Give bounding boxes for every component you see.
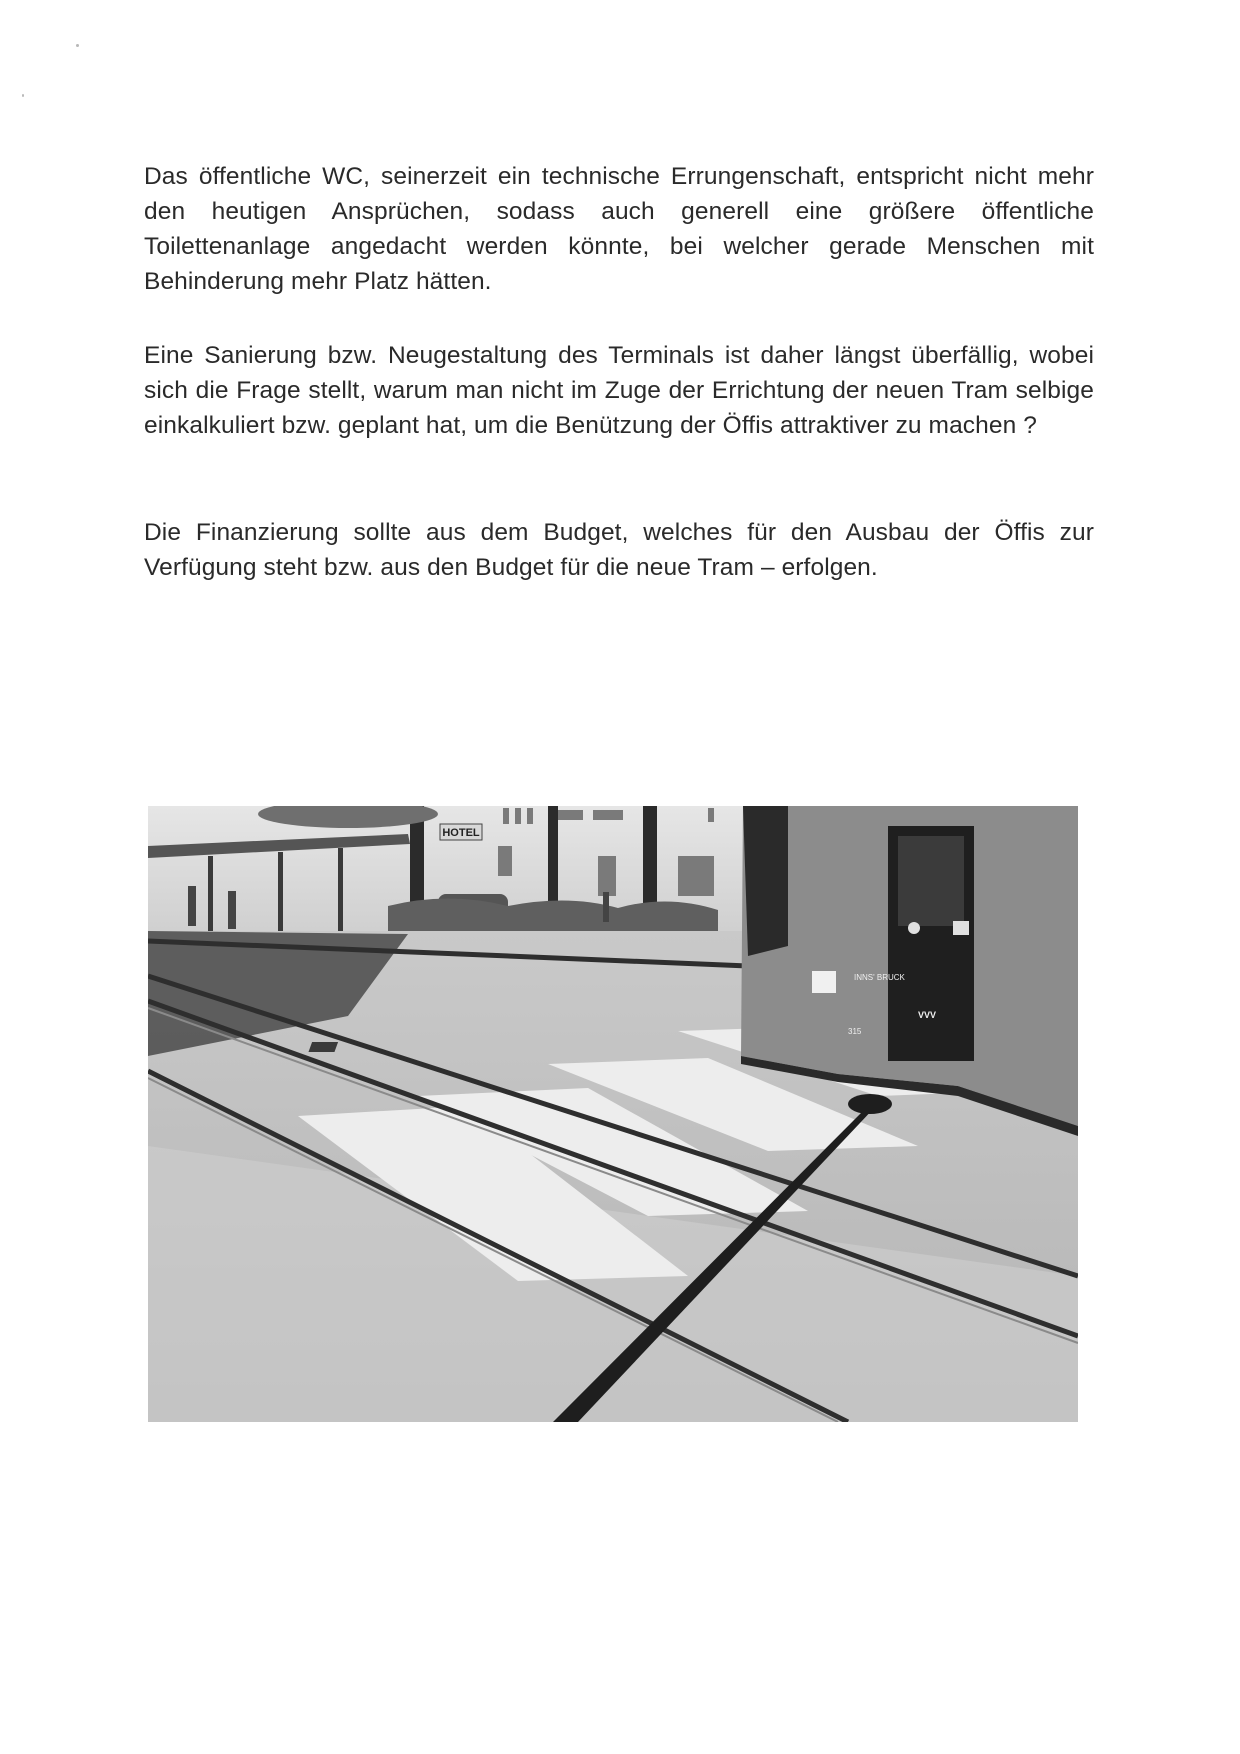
paragraph-renovation [144, 338, 1094, 443]
hotel-sign: HOTEL [442, 827, 480, 839]
tram-number: 315 [848, 1027, 862, 1036]
paragraph-financing [144, 515, 1094, 585]
tram-door-window [898, 836, 964, 926]
ivb-logo [812, 971, 836, 993]
accessibility-sign-icon [953, 921, 969, 935]
manhole [308, 1042, 338, 1052]
scan-artifact [22, 94, 24, 97]
door-button-icon [908, 922, 920, 934]
tram-stop-photo [148, 806, 1078, 1422]
tram-windshield [743, 806, 788, 956]
scan-artifact [76, 44, 79, 47]
tram-door-symbol: VVV [918, 1010, 937, 1020]
paragraph-public-toilet [144, 159, 1094, 299]
paragraph-text: Die Finanzierung sollte aus dem Budget, welches für den Ausbau der Öffis zur Verfügung steht bzw. aus den Budget für die neue Tram – erfolgen. [144, 519, 1094, 581]
lamp-shadow [848, 1094, 892, 1114]
paragraph-text: Das öffentliche WC, seinerzeit ein technische Errungenschaft, entspricht nicht mehr den heutigen Ansprüchen, sodass auch generell eine größere öffentliche Toilettenanlage angedacht werden könnte, bei welcher gerade Menschen mit Behinderung mehr Platz hätten. [144, 163, 1094, 295]
tram-brand: INNS' BRUCK [854, 973, 905, 982]
paragraph-text: Eine Sanierung bzw. Neugestaltung des Terminals ist daher längst überfällig, wobei sich die Frage stellt, warum man nicht im Zuge der Errichtung der neuen Tram selbige einkalkuliert bzw. geplant hat, um die Benützung der Öffis attraktiver zu machen ? [144, 342, 1094, 439]
